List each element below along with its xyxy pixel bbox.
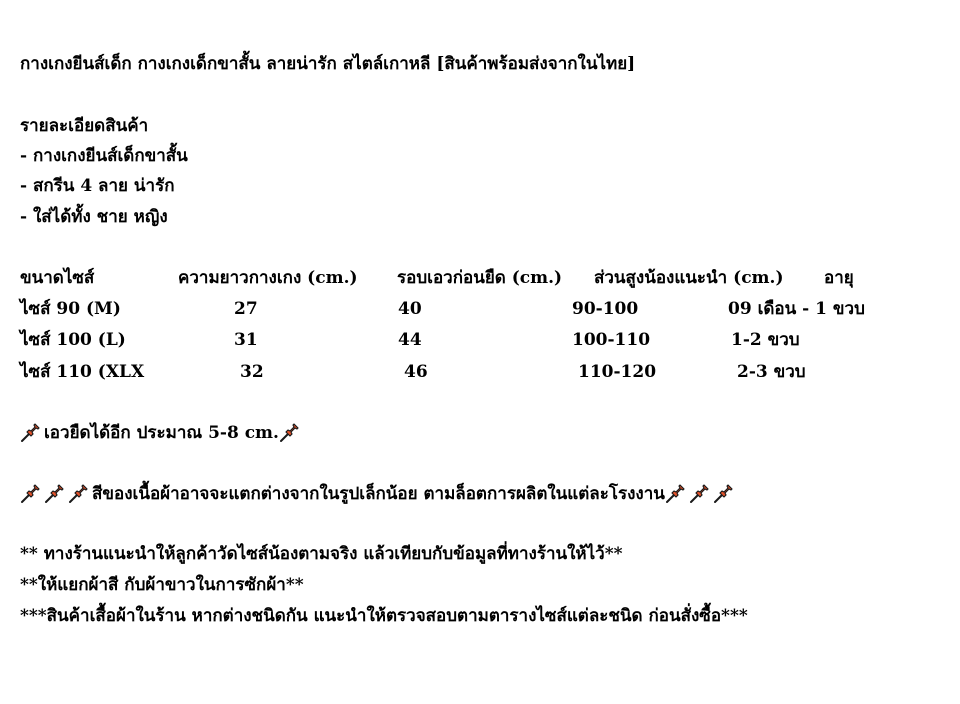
pushpin-icon	[689, 482, 711, 504]
pushpin-icon	[20, 421, 42, 443]
color-note	[20, 482, 737, 504]
size-table-cell: 100-110	[572, 330, 651, 350]
detail-bullet: - ใส่ได้ทั้ง ชาย หญิง	[20, 207, 168, 227]
size-table-cell: ไซส์ 90 (M)	[20, 299, 121, 319]
size-table-cell: 46	[404, 362, 428, 382]
size-table-cell: 2-3 ขวบ	[737, 362, 806, 382]
pushpin-icon	[68, 482, 90, 504]
waist-note-text: เอวยืดได้อีก ประมาณ 5-8 cm.	[44, 422, 279, 443]
size-table-cell: 1-2 ขวบ	[731, 330, 800, 350]
note-line: ***สินค้าเสื้อผ้าในร้าน หากต่างชนิดกัน แนะนำให้ตรวจสอบตามตารางไซส์แต่ละชนิด ก่อนสั่งซื้อ***	[20, 606, 748, 626]
size-table-cell: 31	[234, 330, 258, 350]
size-table-cell: ไซส์ 110 (XLX	[20, 362, 145, 382]
pushpin-icon	[665, 482, 687, 504]
pushpin-icon	[44, 482, 66, 504]
size-table-header-height: ส่วนสูงน้องแนะนำ (cm.)	[594, 268, 784, 288]
size-table-cell: ไซส์ 100 (L)	[20, 330, 126, 350]
size-table-header-length: ความยาวกางเกง (cm.)	[178, 268, 358, 288]
color-note-text: สีของเนื้อผ้าอาจจะแตกต่างจากในรูปเล็กน้อย ตามล็อตการผลิตในแต่ละโรงงาน	[92, 483, 665, 504]
size-table-cell: 40	[398, 299, 422, 319]
pushpin-icon	[20, 482, 42, 504]
size-table-cell: 27	[234, 299, 258, 319]
size-table-header-size: ขนาดไซส์	[20, 268, 95, 288]
product-title: กางเกงยีนส์เด็ก กางเกงเด็กขาสั้น ลายน่ารัก สไตล์เกาหลี [สินค้าพร้อมส่งจากในไทย]	[20, 54, 636, 74]
note-line: ** ทางร้านแนะนำให้ลูกค้าวัดไซส์น้องตามจริง แล้วเทียบกับข้อมูลที่ทางร้านให้ไว้**	[20, 544, 623, 564]
size-table-cell: 09 เดือน - 1 ขวบ	[728, 299, 865, 319]
size-table-cell: 90-100	[572, 299, 639, 319]
pushpin-icon	[713, 482, 735, 504]
size-table-cell: 32	[240, 362, 264, 382]
size-table-cell: 44	[398, 330, 422, 350]
note-line: **ให้แยกผ้าสี กับผ้าขาวในการซักผ้า**	[20, 575, 304, 595]
size-table-header-age: อายุ	[824, 268, 854, 288]
waist-note	[20, 421, 303, 443]
size-table-header-waist: รอบเอวก่อนยืด (cm.)	[397, 268, 563, 288]
size-table-cell: 110-120	[578, 362, 657, 382]
detail-bullet: - กางเกงยีนส์เด็กขาสั้น	[20, 146, 188, 166]
detail-bullet: - สกรีน 4 ลาย น่ารัก	[20, 176, 175, 196]
pushpin-icon	[279, 421, 301, 443]
details-heading: รายละเอียดสินค้า	[20, 116, 149, 136]
